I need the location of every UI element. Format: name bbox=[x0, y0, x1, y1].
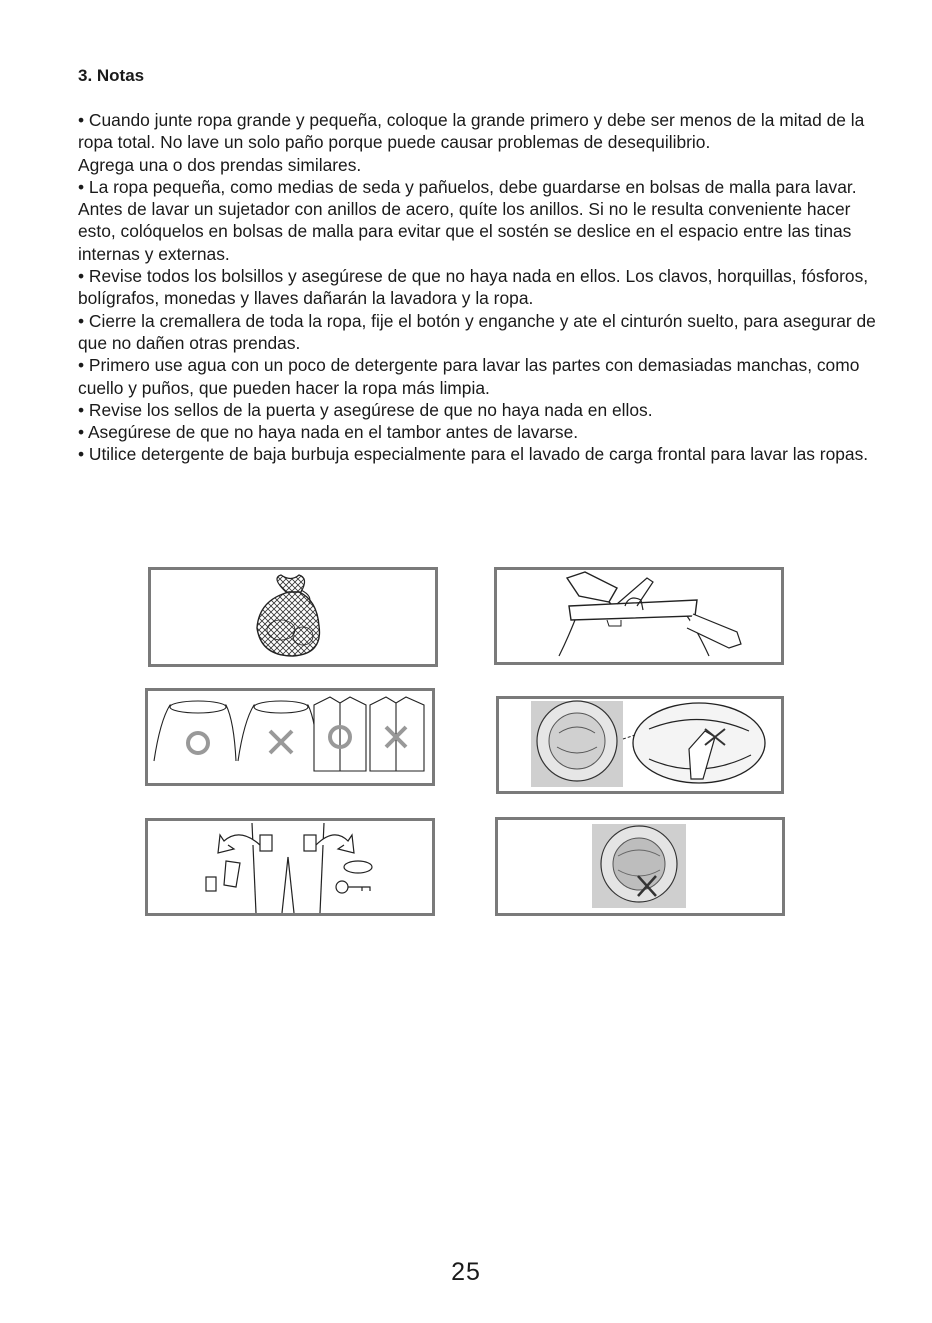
note-paragraph: Agrega una o dos prendas similares. bbox=[78, 154, 362, 175]
pocket-check-illustration bbox=[145, 818, 435, 916]
page-number: 25 bbox=[451, 1258, 481, 1286]
note-paragraph: • Cierre la cremallera de toda la ropa, fije el botón y enganche y ate el cinturón suelto, para asegurar de que no dañen otras prendas. bbox=[78, 310, 876, 353]
note-paragraph: • Primero use agua con un poco de detergente para lavar las partes con demasiadas manchas, como cuello y puños, que pueden hacer la ropa más limpia. bbox=[78, 355, 860, 398]
door-seal-check-illustration bbox=[496, 696, 784, 794]
mesh-bag-illustration bbox=[148, 567, 438, 667]
note-paragraph: • Revise los sellos de la puerta y asegúrese de que no haya nada en ellos. bbox=[78, 399, 653, 420]
note-paragraph: • Cuando junte ropa grande y pequeña, coloque la grande primero y debe ser menos de la mitad de la ropa total. No lave un solo paño porque puede causar problemas de desequilibrio. bbox=[78, 110, 865, 153]
drum-check-illustration bbox=[495, 817, 785, 916]
note-paragraph: • Revise todos los bolsillos y asegúrese de que no haya nada en ellos. Los clavos, horquillas, fósforos, bolígrafos, monedas y llaves dañarán la lavadora y la ropa. bbox=[78, 266, 869, 309]
note-paragraph: • La ropa pequeña, como medias de seda y pañuelos, debe guardarse en bolsas de malla para lavar. Antes de lavar un sujetador con anillos de acero, quíte los anillos. Si no le resulta conveniente hacer esto, colóquelos en bolsas de malla para evitar que el sostén se deslice en el espacio entre las tinas internas y externas. bbox=[78, 176, 857, 264]
note-paragraph: • Utilice detergente de baja burbuja especialmente para el lavado de carga frontal para lavar las ropas. bbox=[78, 444, 869, 465]
note-paragraph: • Asegúrese de que no haya nada en el tambor antes de lavarse. bbox=[78, 422, 579, 443]
detergent-pour-illustration bbox=[494, 567, 784, 665]
notes-body bbox=[78, 109, 878, 466]
collar-shirt-illustration bbox=[145, 688, 435, 786]
section-heading: 3. Notas bbox=[78, 66, 145, 85]
